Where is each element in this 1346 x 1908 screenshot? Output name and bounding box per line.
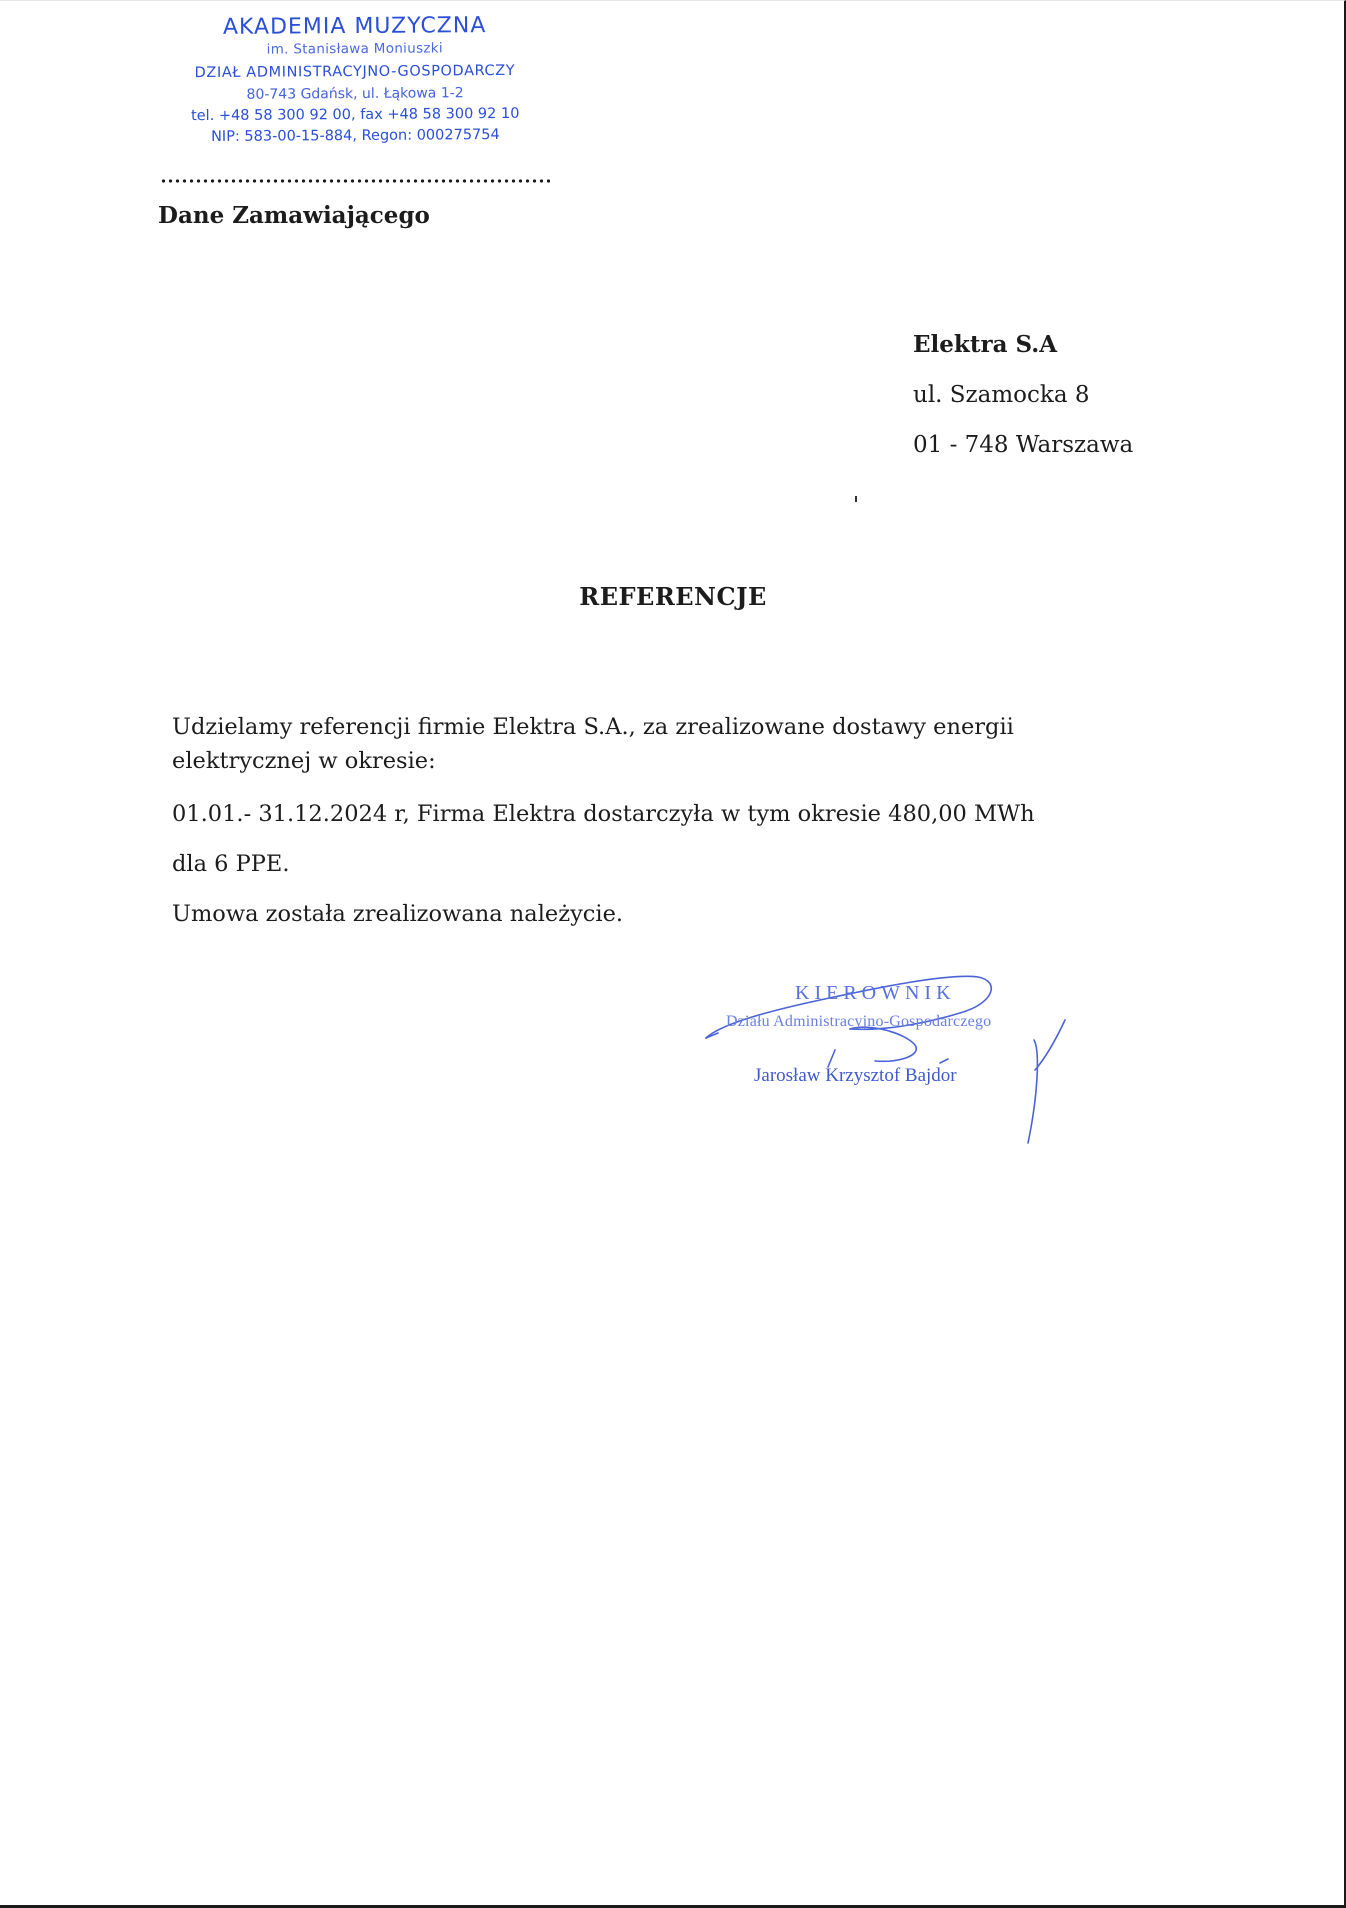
stamp-line-tax-ids: NIP: 583-00-15-884, Regon: 000275754 <box>210 126 500 146</box>
handwritten-signature <box>700 945 1080 1165</box>
body-paragraph-ppe: dla 6 PPE. <box>172 851 290 877</box>
recipient-address <box>913 330 1133 480</box>
signature-title: KIEROWNIK <box>795 982 956 1004</box>
body-paragraph-intro: Udzielamy referencji firmie Elektra S.A., za zrealizowane dostawy energii elektrycznej w okresie: <box>172 714 1014 774</box>
dotted-line <box>160 177 550 185</box>
recipient-city: 01 - 748 Warszawa <box>913 432 1134 458</box>
recipient-street: ul. Szamocka 8 <box>913 382 1090 408</box>
letter-body <box>172 710 1132 929</box>
stray-mark <box>855 496 857 502</box>
stamp-line-phone: tel. +48 58 300 92 00, fax +48 58 300 92 10 <box>190 105 520 125</box>
body-paragraph-conclusion: Umowa została zrealizowana należycie. <box>172 901 624 927</box>
recipient-name: Elektra S.A <box>913 331 1058 358</box>
stamp-line-institution: AKADEMIA MUZYCZNA <box>222 13 487 40</box>
institution-stamp <box>165 13 546 149</box>
stamp-line-address: 80-743 Gdańsk, ul. Łąkowa 1-2 <box>246 85 464 103</box>
signature-stamp <box>700 945 1080 1165</box>
stamp-line-department: DZIAŁ ADMINISTRACYJNO-GOSPODARCZY <box>194 62 516 82</box>
stamp-line-patron: im. Stanisława Moniuszki <box>266 40 444 58</box>
document-heading: REFERENCJE <box>579 582 767 611</box>
signature-name: Jarosław Krzysztof Bajdor <box>754 1065 957 1086</box>
body-paragraph-period: 01.01.- 31.12.2024 r, Firma Elektra dostarczyła w tym okresie 480,00 MWh <box>172 801 1035 827</box>
orderer-label: Dane Zamawiającego <box>158 202 430 229</box>
signature-department: Działu Administracyjno-Gospodarczego <box>726 1013 992 1030</box>
